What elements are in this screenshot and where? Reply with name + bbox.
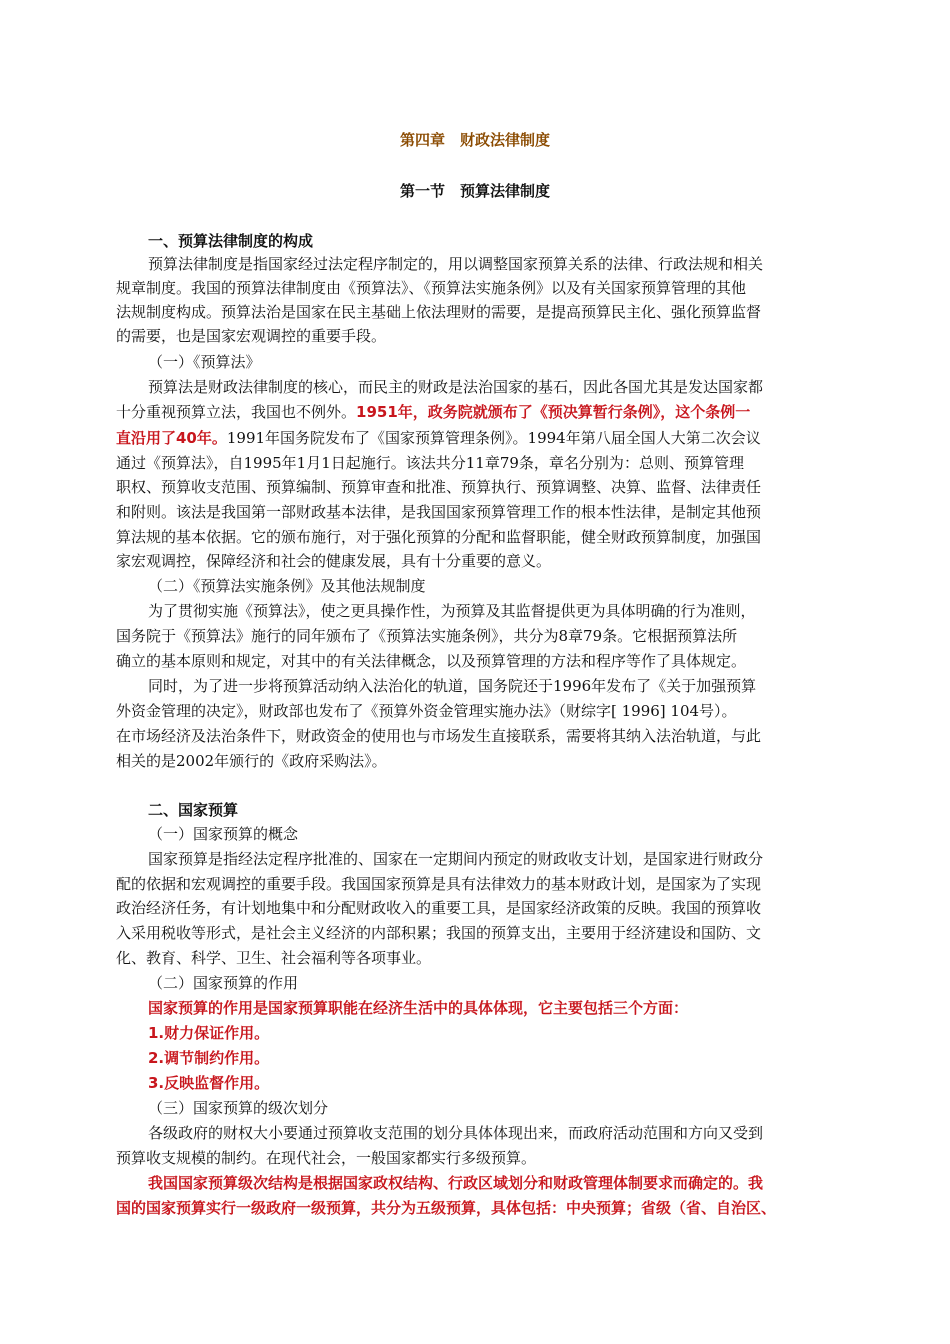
subheading-budget-concept: （一）国家预算的概念 xyxy=(148,825,299,843)
paragraph-line: 规章制度。我国的预算法律制度由《预算法》、《预算法实施条例》以及有关国家预算管理的其他 xyxy=(116,279,747,297)
paragraph-line: 和附则。该法是我国第一部财政基本法律，是我国国家预算管理工作的根本性法律，是制定其他预 xyxy=(116,503,762,521)
plain-text: 1991年国务院发布了《国家预算管理条例》。1994年第八届全国人大第二次会议 xyxy=(226,429,761,447)
paragraph-line: 同时，为了进一步将预算活动纳入法治化的轨道，国务院还于1996年发布了《关于加强预算 xyxy=(148,677,757,695)
heading-national-budget: 二、国家预算 xyxy=(148,801,239,819)
paragraph-line: 外资金管理的决定》，财政部也发布了《预算外资金管理实施办法》（财综字[ 1996] 104号）。 xyxy=(116,702,737,720)
subheading-budget-law: （一）《预算法》 xyxy=(148,353,261,371)
plain-text: 十分重视预算立法，我国也不例外。 xyxy=(116,403,357,421)
paragraph-line: 为了贯彻实施《预算法》，使之更具操作性，为预算及其监督提供更为具体明确的行为准则， xyxy=(148,602,756,620)
paragraph-line: 通过《预算法》，自1995年1月1日起施行。该法共分11章79条，章名分别为：总则、预算管理 xyxy=(116,454,744,472)
highlight-text: 1951年，政务院就颁布了《预决算暂行条例》，这个条例一 xyxy=(356,403,751,421)
subheading-budget-levels: （三）国家预算的级次划分 xyxy=(148,1099,329,1117)
subheading-budget-role: （二）国家预算的作用 xyxy=(148,974,299,992)
paragraph-line: 确立的基本原则和规定，对其中的有关法律概念，以及预算管理的方法和程序等作了具体规定。 xyxy=(116,652,747,670)
paragraph-line: 预算法是财政法律制度的核心，而民主的财政是法治国家的基石，因此各国尤其是发达国家都 xyxy=(148,378,764,396)
paragraph-line: 政治经济任务，有计划地集中和分配财政收入的重要工具，是国家经济政策的反映。我国的预算收 xyxy=(116,899,762,917)
highlight-text: 直沿用了40年。 xyxy=(116,429,227,447)
highlight-line: 国的国家预算实行一级政府一级预算，共分为五级预算，具体包括：中央预算；省级（省、自治区、 xyxy=(116,1199,777,1217)
highlight-line: 1.财力保证作用。 xyxy=(148,1024,270,1042)
highlight-line: 国家预算的作用是国家预算职能在经济生活中的具体体现，它主要包括三个方面： xyxy=(148,999,689,1017)
highlight-line: 3.反映监督作用。 xyxy=(148,1074,270,1092)
paragraph-line: 算法规的基本依据。它的颁布施行，对于强化预算的分配和监督职能，健全财政预算制度，加强国 xyxy=(116,528,762,546)
paragraph-line: 预算法律制度是指国家经过法定程序制定的，用以调整国家预算关系的法律、行政法规和相关 xyxy=(148,255,764,273)
paragraph-line: 法规制度构成。预算法治是国家在民主基础上依法理财的需要，是提高预算民主化、强化预算监督 xyxy=(116,303,762,321)
paragraph-line: 化、教育、科学、卫生、社会福利等各项事业。 xyxy=(116,949,432,967)
paragraph-line: 国家预算是指经法定程序批准的、国家在一定期间内预定的财政收支计划，是国家进行财政分 xyxy=(148,850,764,868)
paragraph-line: 的需要，也是国家宏观调控的重要手段。 xyxy=(116,327,387,345)
paragraph-line: 各级政府的财权大小要通过预算收支范围的划分具体体现出来，而政府活动范围和方向又受到 xyxy=(148,1124,764,1142)
chapter-title: 第四章 财政法律制度 xyxy=(399,131,550,149)
paragraph-line: 在市场经济及法治条件下，财政资金的使用也与市场发生直接联系，需要将其纳入法治轨道，与此 xyxy=(116,727,762,745)
paragraph-line: 配的依据和宏观调控的重要手段。我国国家预算是具有法律效力的基本财政计划，是国家为了实现 xyxy=(116,875,762,893)
paragraph-line: 相关的是2002年颁行的《政府采购法》。 xyxy=(116,752,387,770)
section-title: 第一节 预算法律制度 xyxy=(399,182,550,200)
paragraph-line: 国务院于《预算法》施行的同年颁布了《预算法实施条例》，共分为8章79条。它根据预算法所 xyxy=(116,627,738,645)
highlight-line: 2.调节制约作用。 xyxy=(148,1049,270,1067)
paragraph-line: 职权、预算收支范围、预算编制、预算审查和批准、预算执行、预算调整、决算、监督、法律责任 xyxy=(116,478,762,496)
paragraph-line: 家宏观调控，保障经济和社会的健康发展，具有十分重要的意义。 xyxy=(116,552,552,570)
paragraph-line: 预算收支规模的制约。在现代社会，一般国家都实行多级预算。 xyxy=(116,1149,537,1167)
paragraph-line: 入采用税收等形式，是社会主义经济的内部积累；我国的预算支出，主要用于经济建设和国防、文 xyxy=(116,924,762,942)
subheading-implementation-regulations: （二）《预算法实施条例》及其他法规制度 xyxy=(148,577,426,595)
highlight-line: 我国国家预算级次结构是根据国家政权结构、行政区域划分和财政管理体制要求而确定的。我 xyxy=(148,1174,764,1192)
heading-budget-law-structure: 一、预算法律制度的构成 xyxy=(148,232,314,250)
paragraph-line xyxy=(116,428,761,448)
paragraph-line xyxy=(116,402,750,422)
